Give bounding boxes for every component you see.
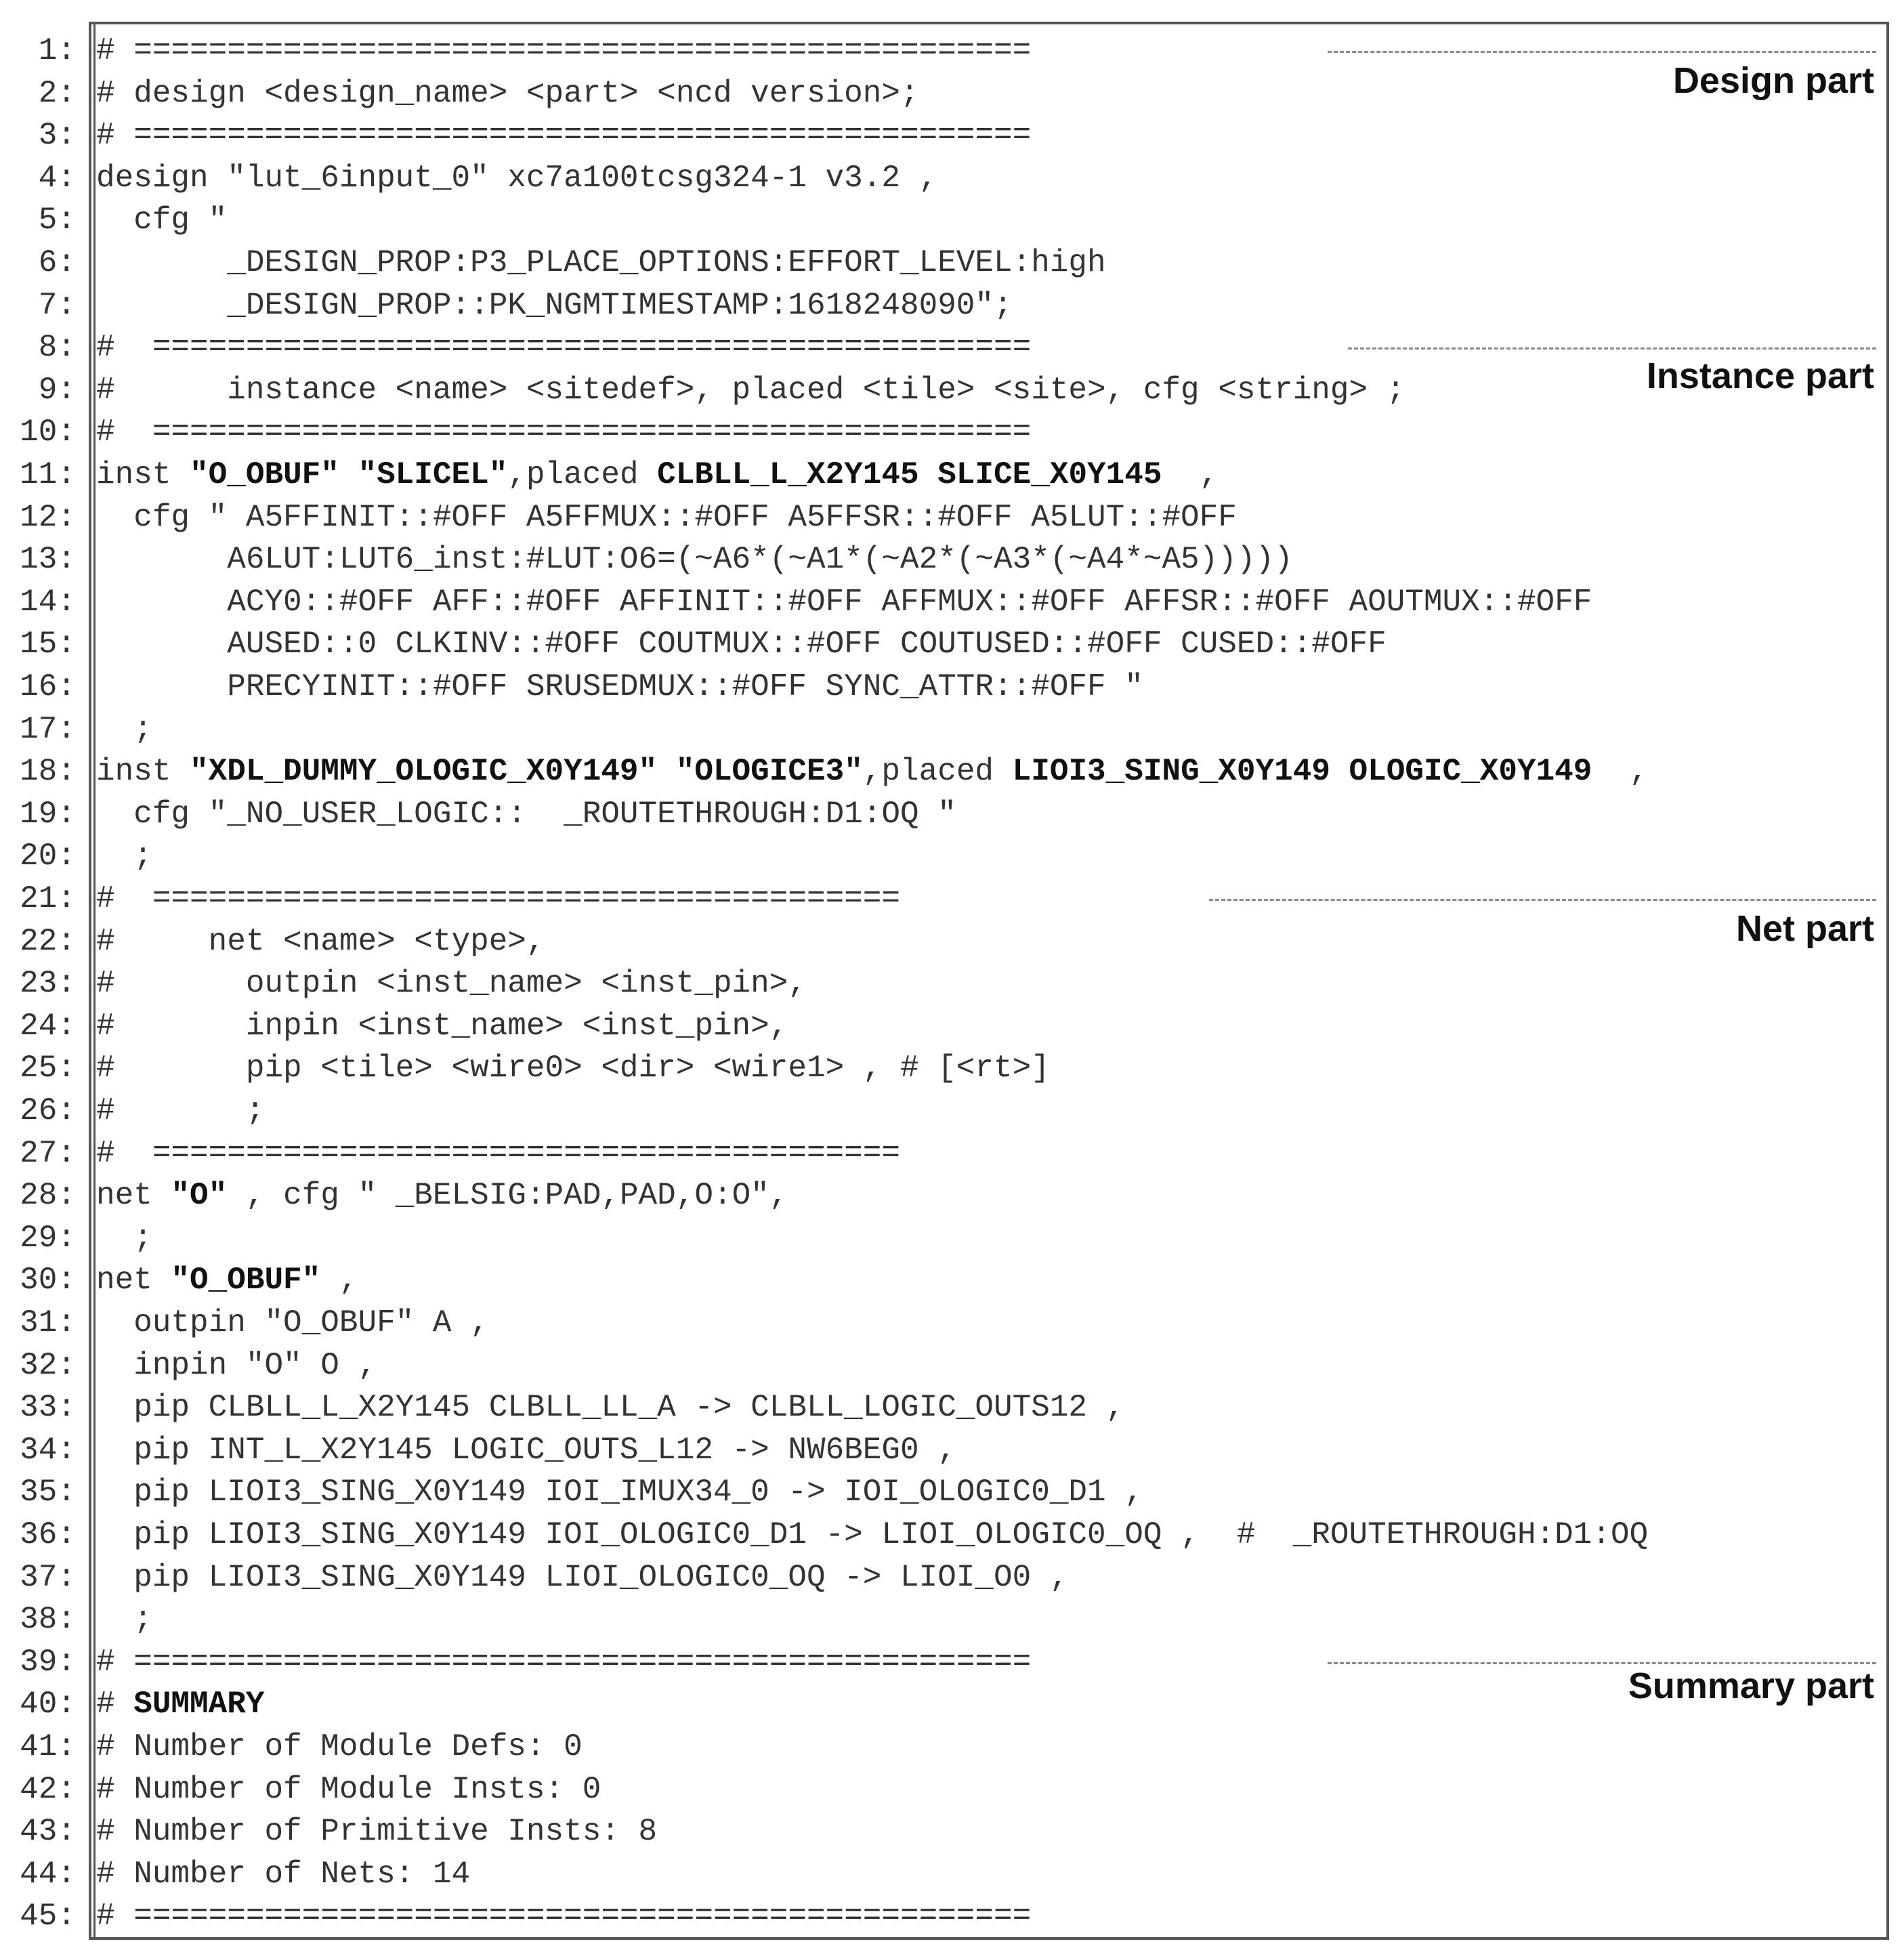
section-separator-dashes [1328,51,1876,53]
code-segment: # inpin <inst_name> <inst_pin>, [96,1008,788,1044]
code-text [96,1557,1068,1599]
code-segment: , [1162,457,1219,492]
code-text [96,1386,1124,1429]
code-line [0,1683,1904,1726]
code-line [0,1217,1904,1260]
code-segment: pip CLBLL_L_X2Y145 CLBLL_LL_A -> CLBLL_LOGIC_OUTS12 , [96,1390,1125,1426]
code-text [96,1811,657,1853]
code-segment: # Number of Module Defs: 0 [96,1729,583,1764]
code-segment: design "lut_6input_0" xc7a100tcsg324-1 v3.2 , [96,160,938,196]
line-number: 3: [38,118,76,154]
section-label-design: Design part [1672,60,1874,101]
line-number: 9: [38,372,76,408]
code-bold-segment: "XDL_DUMMY_OLOGIC_X0Y149" "OLOGICE3" [190,754,863,790]
code-line [0,920,1904,963]
code-line [0,750,1904,793]
code-line [0,878,1904,920]
line-number: 12: [20,499,76,535]
code-line [0,1514,1904,1557]
code-line [0,1174,1904,1217]
line-number: 26: [20,1093,76,1128]
code-text [96,369,1405,412]
code-text [96,72,919,115]
line-number: 19: [20,796,76,832]
code-text [96,1344,377,1387]
code-segment: ,placed [862,754,1013,790]
line-number: 40: [20,1687,76,1722]
code-text [96,708,152,751]
code-segment: # =============================================== [96,330,1032,366]
section-separator-dashes [1328,1662,1876,1664]
code-segment: inst [96,754,190,790]
line-number: 37: [20,1559,76,1595]
code-segment: net [96,1178,171,1214]
code-segment: # design <design_name> <part> <ncd version>; [96,75,919,111]
code-line [0,1259,1904,1302]
code-text [96,1641,1031,1684]
code-segment: ; [96,711,152,747]
code-text [96,581,1592,624]
line-number: 34: [20,1432,76,1468]
code-line [0,666,1904,708]
line-number: 42: [20,1771,76,1807]
code-text [96,1598,152,1641]
section-separator-dashes [1209,899,1876,901]
code-text [96,1683,264,1726]
code-text [96,1259,358,1302]
line-number: 10: [20,415,76,450]
code-text [96,920,545,963]
line-number: 5: [38,203,76,238]
code-line [0,1471,1904,1514]
code-text [96,157,937,200]
code-line [0,114,1904,157]
line-number: 22: [20,923,76,959]
section-separator-dashes [1348,347,1876,350]
code-text [96,1726,583,1769]
code-text [96,114,1031,157]
code-line [0,1090,1904,1132]
code-bold-segment: "O_OBUF" [171,1263,321,1298]
code-segment: cfg " A5FFINIT::#OFF A5FFMUX::#OFF A5FFSR::#OFF A5LUT::#OFF [96,499,1237,535]
code-text [96,1302,489,1344]
code-segment: # ================================================ [96,1644,1032,1680]
code-line [0,1726,1904,1769]
code-segment: # Number of Nets: 14 [96,1856,471,1892]
code-bold-segment: LIOI3_SING_X0Y149 OLOGIC_X0Y149 [1012,754,1592,790]
code-line [0,1386,1904,1429]
line-number: 14: [20,584,76,620]
code-segment: outpin "O_OBUF" A , [96,1305,489,1340]
code-line [0,1853,1904,1896]
line-number: 36: [20,1517,76,1552]
code-line [0,369,1904,412]
code-segment: # ================================================ [96,1899,1032,1934]
line-number: 15: [20,627,76,662]
code-line [0,708,1904,751]
code-segment: pip LIOI3_SING_X0Y149 IOI_OLOGIC0_D1 -> LIOI_OLOGIC0_OQ , # _ROUTETHROUGH:D1:OQ [96,1517,1649,1552]
code-text [96,1047,1050,1090]
code-text [96,199,227,242]
code-line [0,1641,1904,1684]
code-line [0,1598,1904,1641]
code-text [96,242,1106,284]
code-text [96,454,1218,496]
line-number: 45: [20,1899,76,1934]
code-text [96,623,1387,666]
code-text [96,878,900,920]
code-segment: # [96,1687,134,1722]
code-segment: # pip <tile> <wire0> <dir> <wire1> , # [<rt>] [96,1051,1050,1086]
line-number: 33: [20,1390,76,1426]
line-number: 18: [20,754,76,790]
code-segment: pip LIOI3_SING_X0Y149 LIOI_OLOGIC0_OQ -> LIOI_O0 , [96,1559,1069,1595]
line-number: 24: [20,1008,76,1044]
code-text [96,1471,1143,1514]
line-number: 8: [38,330,76,366]
line-number: 7: [38,287,76,323]
code-segment: # instance <name> <sitedef>, placed <tile> <site>, cfg <string> ; [96,372,1405,408]
code-line [0,1769,1904,1811]
code-segment: # Number of Primitive Insts: 8 [96,1814,658,1850]
code-segment: # net <name> <type>, [96,923,545,959]
line-number: 38: [20,1602,76,1638]
code-segment: pip LIOI3_SING_X0Y149 IOI_IMUX34_0 -> IOI_OLOGIC0_D1 , [96,1475,1143,1510]
line-number: 2: [38,75,76,111]
code-line [0,581,1904,624]
code-text [96,962,807,1005]
code-line [0,199,1904,242]
code-text [96,411,1031,454]
code-line [0,411,1904,454]
code-line [0,72,1904,115]
code-segment: inpin "O" O , [96,1347,377,1383]
code-segment: A6LUT:LUT6_inst:#LUT:O6=(~A6*(~A1*(~A2*(~A3*(~A4*~A5))))) [96,542,1293,578]
code-line [0,30,1904,72]
code-segment: net [96,1263,171,1298]
line-number: 30: [20,1263,76,1298]
line-number: 41: [20,1729,76,1764]
code-text [96,1853,470,1896]
code-segment: ACY0::#OFF AFF::#OFF AFFINIT::#OFF AFFMUX::#OFF AFFSR::#OFF AOUTMUX::#OFF [96,584,1592,620]
code-segment: # =============================================== [96,415,1032,450]
code-text [96,538,1293,581]
code-line [0,1344,1904,1387]
code-line [0,962,1904,1005]
code-text [96,326,1031,369]
code-text [96,1005,788,1048]
code-text [96,1895,1031,1938]
code-text [96,666,1143,708]
code-line [0,538,1904,581]
code-segment: # ; [96,1093,265,1128]
code-text [96,1217,152,1260]
code-line [0,1302,1904,1344]
code-line [0,1132,1904,1175]
code-segment: _DESIGN_PROP:P3_PLACE_OPTIONS:EFFORT_LEVEL:high [96,245,1106,280]
line-number: 43: [20,1814,76,1850]
code-segment: , [1592,754,1649,790]
code-segment: # ======================================== [96,881,900,916]
code-segment: , [320,1263,358,1298]
code-line [0,1557,1904,1599]
code-text [96,750,1648,793]
code-line [0,793,1904,836]
code-text [96,284,1013,327]
code-segment: # Number of Module Insts: 0 [96,1771,601,1807]
code-text [96,496,1237,539]
line-number: 11: [20,457,76,492]
code-line [0,1047,1904,1090]
section-label-summary: Summary part [1628,1666,1874,1706]
code-segment: # outpin <inst_name> <inst_pin>, [96,966,807,1002]
code-line [0,157,1904,200]
line-number: 28: [20,1178,76,1214]
line-number: 16: [20,669,76,704]
code-text [96,1174,788,1217]
line-number: 44: [20,1856,76,1892]
line-number: 17: [20,711,76,747]
code-bold-segment: SUMMARY [133,1687,265,1722]
code-text [96,1090,264,1132]
line-number: 39: [20,1644,76,1680]
code-segment: , cfg " _BELSIG:PAD,PAD,O:O", [227,1178,788,1214]
code-text [96,793,956,836]
code-segment: ,placed [507,457,658,492]
line-number: 4: [38,160,76,196]
code-segment: # ================================================ [96,33,1032,68]
line-number: 6: [38,245,76,280]
code-segment: # ======================================== [96,1135,900,1171]
code-segment: PRECYINIT::#OFF SRUSEDMUX::#OFF SYNC_ATTR::#OFF " [96,669,1143,704]
line-number: 29: [20,1220,76,1256]
code-text [96,835,152,878]
code-line [0,326,1904,369]
code-segment: inst [96,457,190,492]
section-label-instance: Instance part [1646,356,1874,396]
code-segment: ; [96,839,152,874]
line-number: 23: [20,966,76,1002]
code-text [96,1769,601,1811]
code-bold-segment: "O_OBUF" "SLICEL" [190,457,508,492]
line-number: 13: [20,542,76,578]
code-line [0,242,1904,284]
code-line [0,835,1904,878]
line-number: 20: [20,839,76,874]
code-segment: AUSED::0 CLKINV::#OFF COUTMUX::#OFF COUTUSED::#OFF CUSED::#OFF [96,627,1387,662]
line-number: 27: [20,1135,76,1171]
code-line [0,1429,1904,1472]
code-text [96,1429,956,1472]
code-segment: # ================================================ [96,118,1032,154]
line-number: 35: [20,1475,76,1510]
code-text [96,1132,900,1175]
code-bold-segment: "O" [171,1178,228,1214]
code-line [0,496,1904,539]
code-segment: ; [96,1602,152,1638]
line-number: 31: [20,1305,76,1340]
code-segment: _DESIGN_PROP::PK_NGMTIMESTAMP:1618248090"; [96,287,1013,323]
code-line [0,1895,1904,1938]
code-line [0,1811,1904,1853]
code-bold-segment: CLBLL_L_X2Y145 SLICE_X0Y145 [657,457,1162,492]
code-line [0,454,1904,496]
line-number: 25: [20,1051,76,1086]
code-line [0,1005,1904,1048]
line-number: 21: [20,881,76,916]
line-number: 32: [20,1347,76,1383]
code-line [0,623,1904,666]
code-text [96,1514,1648,1557]
code-segment: cfg " [96,203,228,238]
code-segment: cfg "_NO_USER_LOGIC:: _ROUTETHROUGH:D1:OQ " [96,796,956,832]
code-line [0,284,1904,327]
section-label-net: Net part [1735,908,1874,949]
code-segment: ; [96,1220,152,1256]
code-text [96,30,1031,72]
code-segment: pip INT_L_X2Y145 LOGIC_OUTS_L12 -> NW6BEG0 , [96,1432,956,1468]
line-number: 1: [38,33,76,68]
